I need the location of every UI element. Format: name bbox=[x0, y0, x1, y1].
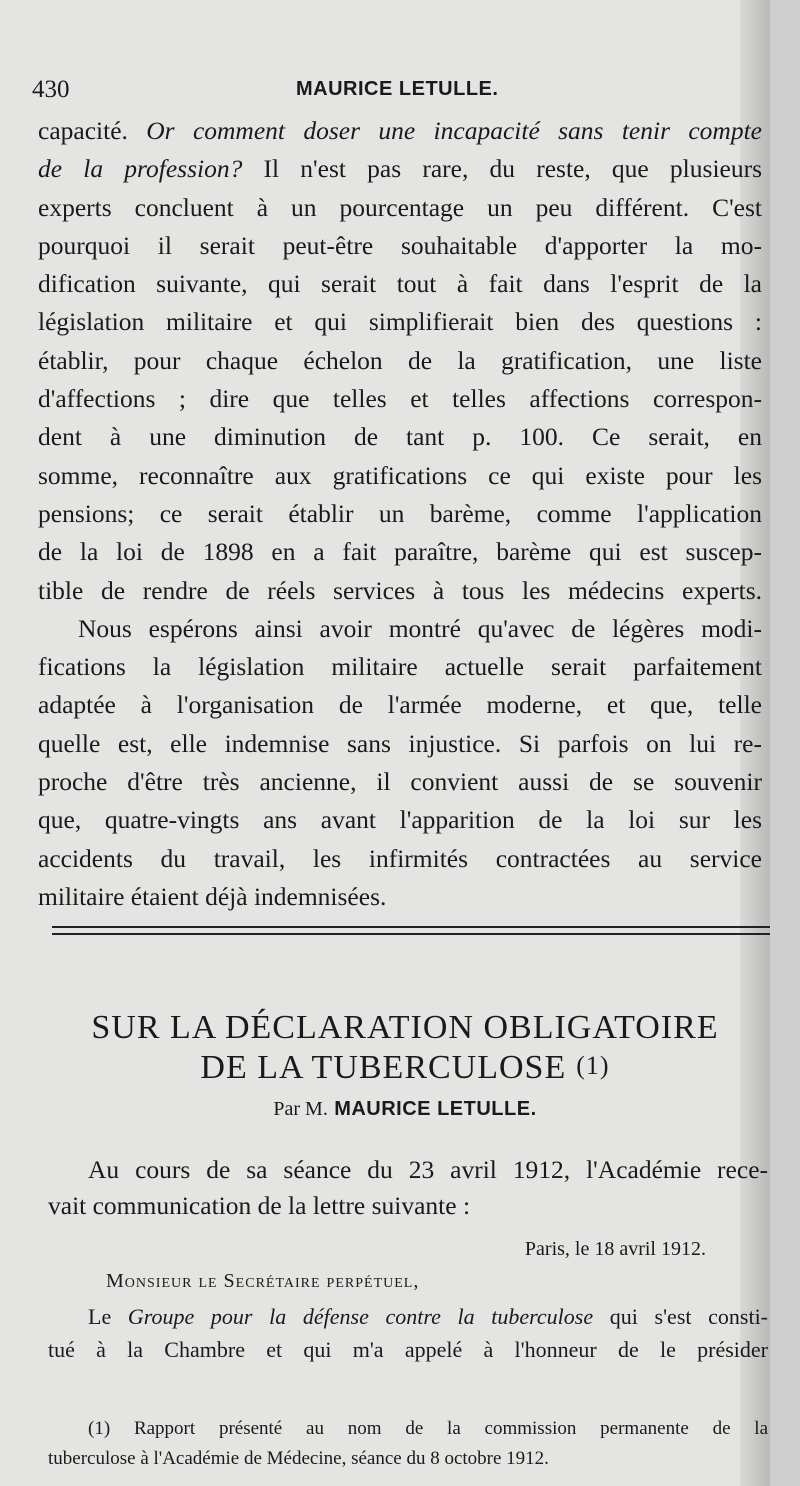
text-line: fications la législation militaire actuelle serait parfaitement bbox=[38, 652, 762, 682]
footnote-reference: (1) bbox=[576, 1051, 610, 1080]
byline: Par M. MAURICE LETULLE. bbox=[273, 1098, 537, 1120]
footnote bbox=[48, 1414, 768, 1474]
text-line: tué à la Chambre et qui m'a appelé à l'honneur de le présider bbox=[48, 1337, 768, 1362]
text-line: accidents du travail, les infirmités contractées au service bbox=[38, 843, 762, 873]
text-line: Au cours de sa séance du 23 avril 1912, l'Académie rece- bbox=[88, 1155, 768, 1184]
footnote-line: (1) Rapport présenté au nom de la commission permanente de la bbox=[88, 1418, 768, 1439]
text-line: experts concluent à un pourcentage un peu différent. C'est bbox=[38, 192, 762, 222]
letter-salutation: Monsieur le Secrétaire perpétuel, bbox=[106, 1270, 420, 1292]
text-line: législation militaire et qui simplifierait bien des questions : bbox=[38, 307, 762, 337]
section-divider bbox=[52, 926, 770, 928]
text-line: que, quatre-vingts ans avant l'apparition de la loi sur les bbox=[38, 805, 762, 835]
text-line: pourquoi il serait peut-être souhaitable d'apporter la mo- bbox=[38, 230, 762, 260]
body-text bbox=[38, 112, 762, 916]
text-line: quelle est, elle indemnise sans injustice. Si parfois on lui re- bbox=[38, 728, 762, 758]
text-line: somme, reconnaître aux gratifications ce qui existe pour les bbox=[38, 460, 762, 490]
text-line: Nous espérons ainsi avoir montré qu'avec de légères modi- bbox=[78, 613, 762, 643]
footnote-line: tuberculose à l'Académie de Médecine, séance du 8 octobre 1912. bbox=[48, 1448, 549, 1469]
letter-dateline: Paris, le 18 avril 1912. bbox=[524, 1238, 706, 1260]
author-name: MAURICE LETULLE. bbox=[334, 1098, 537, 1120]
running-head: MAURICE LETULLE. bbox=[296, 78, 499, 100]
text-line: établir, pour chaque échelon de la gratification, une liste bbox=[38, 345, 762, 375]
text-line: dification suivante, qui serait tout à fait dans l'esprit de la bbox=[38, 269, 762, 299]
text-line: capacité. Or comment doser une incapacité sans tenir compte bbox=[38, 116, 762, 145]
text-line: adaptée à l'organisation de l'armée moderne, et que, telle bbox=[38, 690, 762, 720]
text-line: d'affections ; dire que telles et telles affections correspon- bbox=[38, 384, 762, 414]
text-line: tible de rendre de réels services à tous les médecins experts. bbox=[38, 575, 762, 605]
letter-body bbox=[48, 1300, 768, 1366]
text-line: dent à une diminution de tant p. 100. Ce serait, en bbox=[38, 422, 762, 452]
page-header bbox=[32, 76, 762, 106]
text-line: proche d'être très ancienne, il convient aussi de se souvenir bbox=[38, 767, 762, 797]
text-line: vait communication de la lettre suivante : bbox=[48, 1191, 471, 1220]
article-title-line-2: DE LA TUBERCULOSE (1) bbox=[200, 1049, 610, 1086]
text-line: Le Groupe pour la défense contre la tuberculose qui s'est consti- bbox=[88, 1304, 769, 1329]
text-line: de la loi de 1898 en a fait paraître, barème qui est suscep- bbox=[38, 537, 762, 567]
text-line: de la profession? Il n'est pas rare, du reste, que plusieurs bbox=[38, 154, 763, 184]
intro-paragraph bbox=[48, 1152, 768, 1224]
article-title-line-1: SUR LA DÉCLARATION OBLIGATOIRE bbox=[91, 1009, 719, 1046]
text-line: militaire étaient déjà indemnisées. bbox=[38, 881, 387, 911]
page-number: 430 bbox=[32, 76, 70, 103]
text-line: pensions; ce serait établir un barème, comme l'application bbox=[38, 498, 762, 528]
section-divider bbox=[52, 933, 770, 935]
